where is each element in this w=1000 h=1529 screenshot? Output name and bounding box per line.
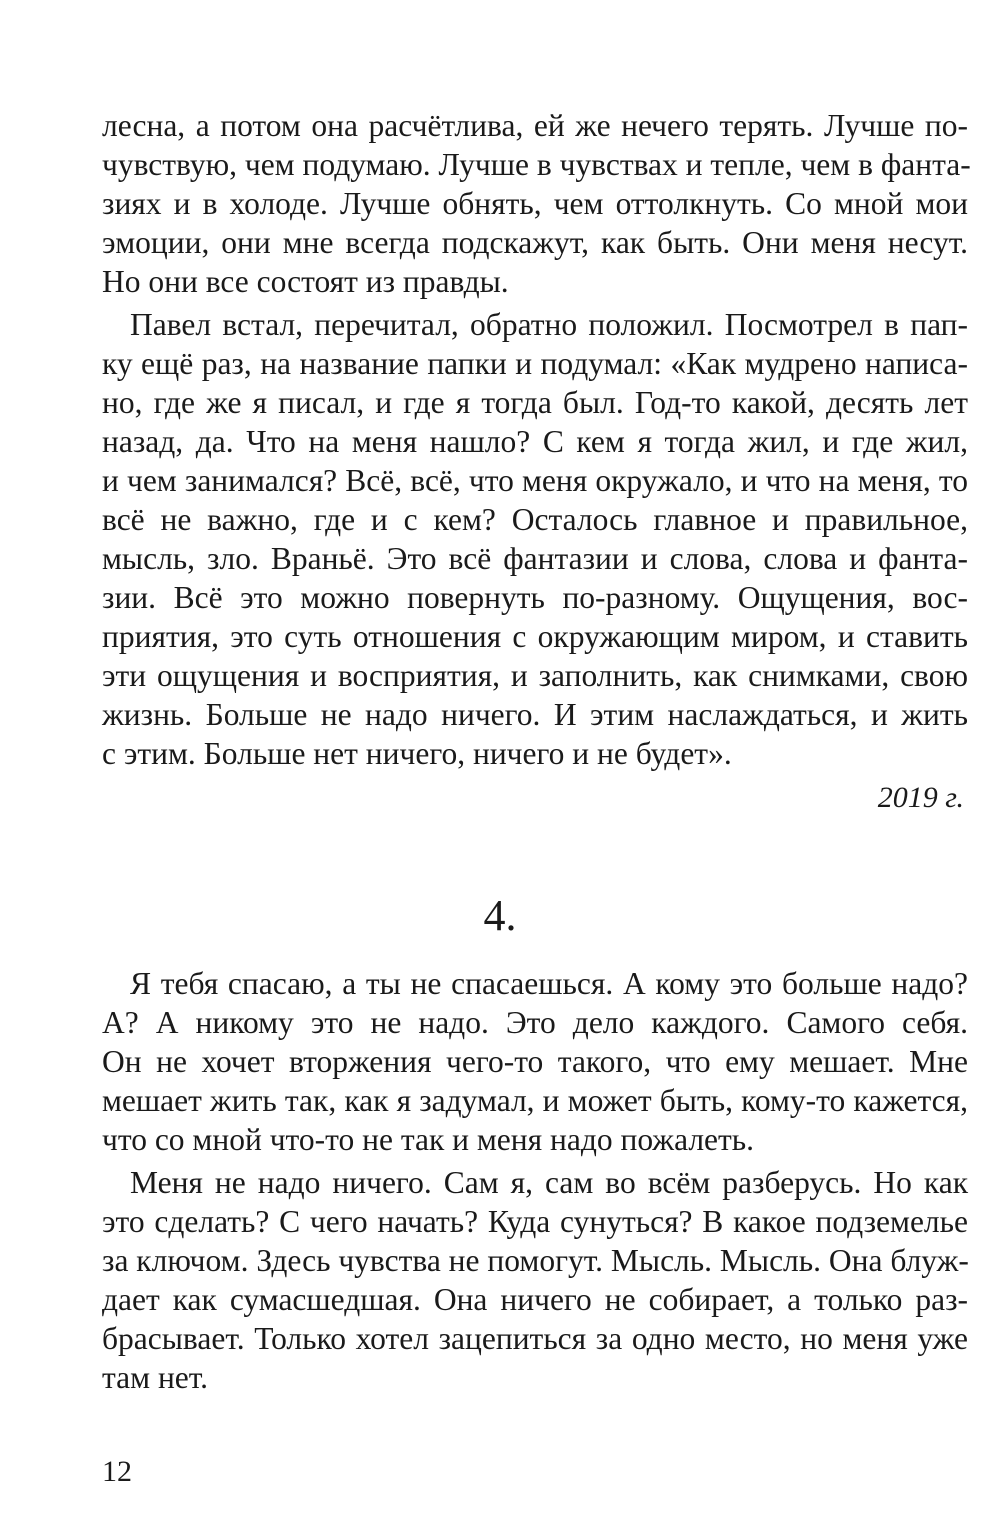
text-line: Я тебя спасаю, а ты не спасаешься. А кому это больше надо? <box>130 966 968 1001</box>
text-line: Но они все состоят из правды. <box>102 264 509 299</box>
text-line: мысль, зло. Враньё. Это всё фантазии и слова, слова и фанта- <box>102 541 968 576</box>
text-line: и чем занимался? Всё, всё, что меня окружало, и что на меня, то <box>102 463 968 498</box>
text-line: зии. Всё это можно повернуть по-разному. Ощущения, вос- <box>102 580 968 615</box>
text-line: назад, да. Что на меня нашло? С кем я тогда жил, и где жил, <box>102 424 968 459</box>
page-number: 12 <box>102 1455 132 1488</box>
text-line: брасывает. Только хотел зацепиться за одно место, но меня уже <box>102 1321 968 1356</box>
text-line: А? А никому это не надо. Это дело каждого. Самого себя. <box>102 1005 968 1040</box>
text-line: всё не важно, где и с кем? Осталось главное и правильное, <box>102 502 968 537</box>
date-signature: 2019 г. <box>877 781 964 814</box>
text-line: что со мной что-то не так и меня надо пожалеть. <box>102 1122 755 1157</box>
chapter-heading: 4. <box>483 891 517 940</box>
text-line: приятия, это суть отношения с окружающим миром, и ставить <box>102 619 968 654</box>
text-line: за ключом. Здесь чувства не помогут. Мысль. Мысль. Она блуж- <box>102 1243 969 1278</box>
text-line: дает как сумасшедшая. Она ничего не собирает, а только раз- <box>102 1282 968 1317</box>
text-line: эти ощущения и восприятия, и заполнить, как снимками, свою <box>102 658 968 693</box>
text-line: зиях и в холоде. Лучше обнять, чем оттолкнуть. Со мной мои <box>102 186 968 221</box>
text-line: но, где же я писал, и где я тогда был. Год-то какой, десять лет <box>102 385 968 420</box>
text-line: ку ещё раз, на название папки и подумал: «Как мудрено написа- <box>102 346 968 381</box>
text-line: Павел встал, перечитал, обратно положил. Посмотрел в пап- <box>130 307 968 342</box>
text-line: жизнь. Больше не надо ничего. И этим наслаждаться, и жить <box>102 697 968 732</box>
text-line: лесна, а потом она расчётлива, ей же нечего терять. Лучше по- <box>102 108 968 143</box>
text-line: мешает жить так, как я задумал, и может быть, кому-то кажется, <box>102 1083 968 1118</box>
text-line: Меня не надо ничего. Сам я, сам во всём разберусь. Но как <box>130 1165 968 1200</box>
text-line: чувствую, чем подумаю. Лучше в чувствах и тепле, чем в фанта- <box>102 147 971 182</box>
text-line: с этим. Больше нет ничего, ничего и не будет». <box>102 736 732 771</box>
text-line: это сделать? С чего начать? Куда сунуться? В какое подземелье <box>102 1204 968 1239</box>
text-line: там нет. <box>102 1360 209 1395</box>
text-line: Он не хочет вторжения чего-то такого, что ему мешает. Мне <box>102 1044 968 1079</box>
text-line: эмоции, они мне всегда подскажут, как быть. Они меня несут. <box>102 225 968 260</box>
